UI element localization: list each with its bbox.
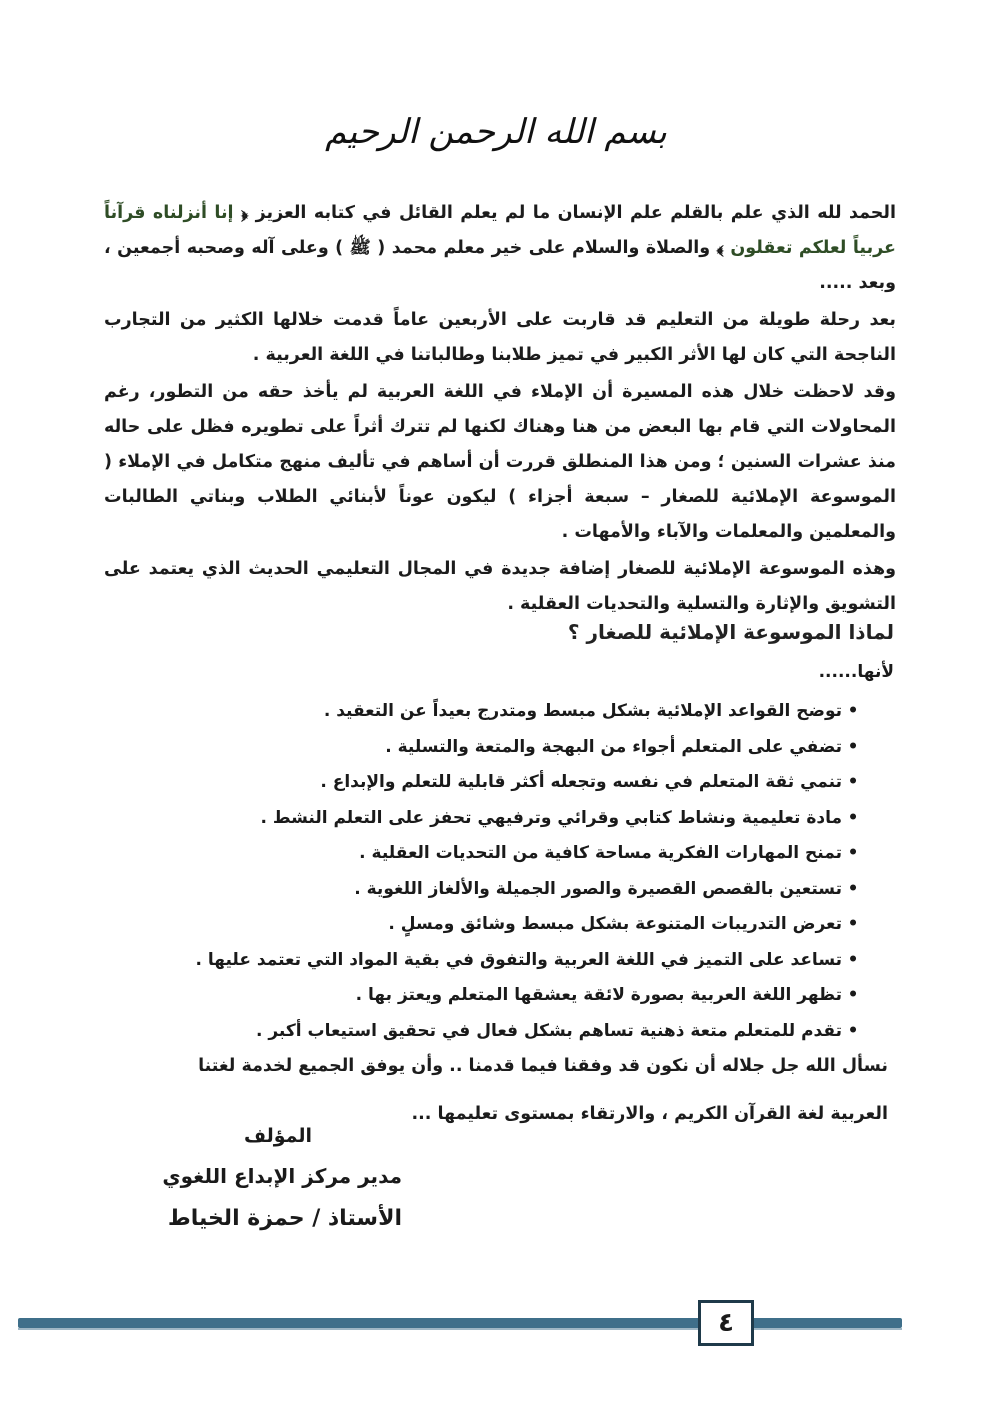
closing-line-1: نسأل الله جل جلاله أن نكون قد وفقنا فيما قدمنا .. وأن يوفق الجميع لخدمة لغتنا — [198, 1056, 888, 1076]
intro-p1-end: ﴾ والصلاة والسلام على خير معلم محمد ( ﷺ ) وعلى آله وصحبه أجمعين ، وبعد ..... — [104, 238, 896, 293]
footer-rule — [18, 1328, 902, 1330]
closing-prayer — [104, 1042, 888, 1138]
intro-paragraph-3: وقد لاحظت خلال هذه المسيرة أن الإملاء في اللغة العربية لم يأخذ حقه من التطور، رغم المحاولات التي قام بها البعض من هنا وهناك لكنها لم تترك أثراً على تطويره فظل على حاله منذ عشرات السنين ؛ ومن هذا المنطلق قررت أن أساهم في تأليف منهج متكامل في الإملاء ( الموسوعة الإملائية للصغار – سبعة أجزاء ) ليكون عوناً لأبنائي الطلاب وبناتي الطالبات والمعلمين والمعلمات والآباء والأمهات . — [104, 382, 896, 542]
bullet-icon: • — [847, 701, 859, 721]
bullet-icon: • — [847, 1020, 859, 1041]
list-item: •تنمي ثقة المتعلم في نفسه وتجعله أكثر قابلية للتعلم والإبداع . — [144, 765, 864, 801]
bullet-icon: • — [847, 807, 859, 828]
page-number: ٤ — [698, 1300, 754, 1346]
intro-paragraph-4: وهذه الموسوعة الإملائية للصغار إضافة جديدة في المجال التعليمي الحديث الذي يعتمد على التشويق والإثارة والتسلية والتحديات العقلية . — [104, 559, 896, 614]
footer-bar — [18, 1318, 902, 1328]
list-item: •تضفي على المتعلم أجواء من البهجة والمتعة والتسلية . — [144, 730, 864, 766]
list-item: •تستعين بالقصص القصيرة والصور الجميلة والألغاز اللغوية . — [144, 872, 864, 908]
intro-paragraph-2: بعد رحلة طويلة من التعليم قد قاربت على الأربعين عاماً قدمت خلالها الكثير من التجارب الناجحة التي كان لها الأثر الكبير في تميز طلابنا وطالباتنا في اللغة العربية . — [104, 310, 896, 365]
bullet-icon: • — [847, 878, 859, 899]
bullet-icon: • — [847, 736, 859, 757]
author-name: الأستاذ / حمزة الخياط — [167, 1206, 402, 1231]
intro-paragraph-1 — [104, 196, 896, 301]
list-item: •تقدم للمتعلم متعة ذهنية تساهم بشكل فعال في تحقيق استيعاب أكبر . — [144, 1014, 864, 1050]
bullet-icon: • — [847, 949, 859, 970]
section-heading: لماذا الموسوعة الإملائية للصغار ؟ — [567, 620, 894, 644]
bullet-icon: • — [847, 772, 859, 792]
author-label: المؤلف — [243, 1125, 312, 1147]
intro-p1-start: الحمد لله الذي علم بالقلم علم الإنسان ما لم يعلم القائل في كتابه العزيز ﴿ — [233, 203, 896, 223]
list-item: •تمنح المهارات الفكرية مساحة كافية من التحديات العقلية . — [144, 836, 864, 872]
bullet-icon: • — [847, 843, 859, 863]
author-title: مدير مركز الإبداع اللغوي — [162, 1164, 402, 1188]
list-item: •توضح القواعد الإملائية بشكل مبسط ومتدرج بعيداً عن التعقيد . — [144, 694, 864, 730]
reasons-list — [144, 694, 864, 1049]
list-item: •مادة تعليمية ونشاط كتابي وقرائي وترفيهي تحفز على التعلم النشط . — [144, 801, 864, 837]
list-item: •تظهر اللغة العربية بصورة لائقة يعشقها المتعلم ويعتز بها . — [144, 978, 864, 1014]
bullet-icon: • — [847, 985, 859, 1005]
basmala-calligraphy: بسم الله الرحمن الرحيم — [325, 112, 667, 152]
quran-quote: إنا أنزلناه قرآناً عربياً لعلكم تعقلون — [104, 203, 896, 258]
introduction — [104, 196, 896, 624]
closing-line-2: العربية لغة القرآن الكريم ، والارتقاء بمستوى تعليمها ... — [411, 1104, 888, 1124]
bullet-icon: • — [847, 914, 859, 934]
list-item: •تعرض التدريبات المتنوعة بشكل مبسط وشائق ومسلٍ . — [144, 907, 864, 943]
list-item: •تساعد على التميز في اللغة العربية والتفوق في بقية المواد التي تعتمد عليها . — [144, 943, 864, 979]
because-label: لأنها...... — [818, 662, 894, 682]
